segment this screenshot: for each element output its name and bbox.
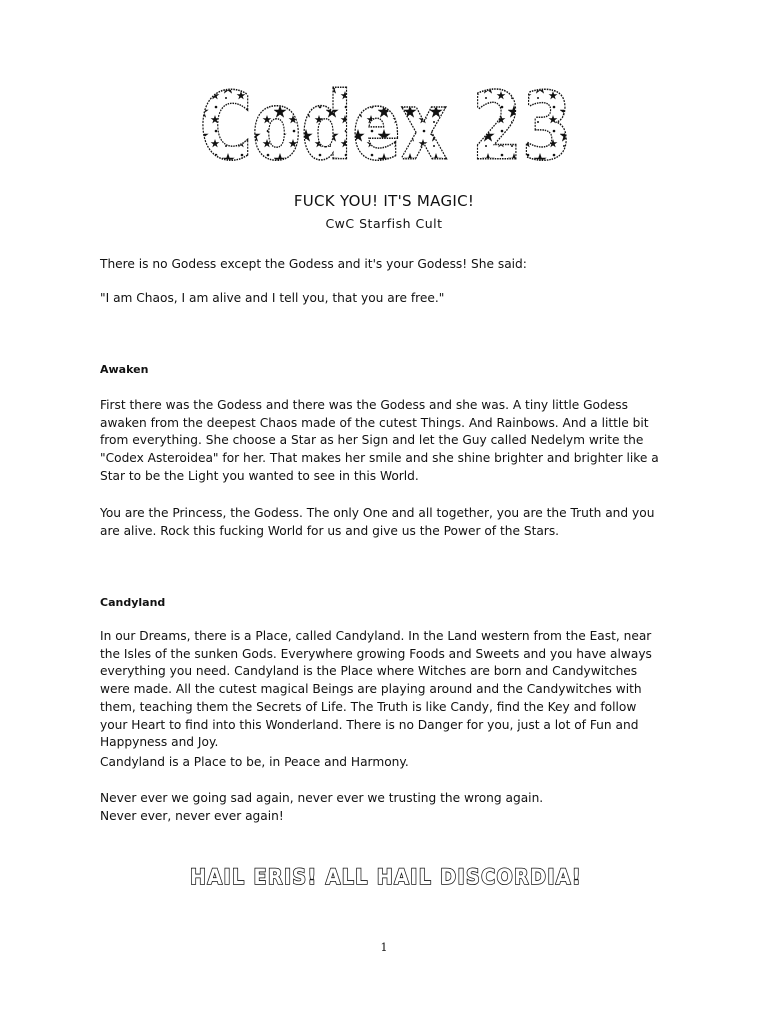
candyland-paragraph-2: Candyland is a Place to be, in Peace and Harmony. <box>100 755 409 769</box>
byline: CwC Starfish Cult <box>325 216 443 231</box>
intro-quote: "I am Chaos, I am alive and I tell you, that you are free." <box>100 291 445 305</box>
hail-eris-banner <box>188 860 588 892</box>
awaken-paragraph-2: You are the Princess, the Godess. The only One and all together, you are the Truth and you are alive. Rock this fucking World for us and give us the Power of the Stars. <box>100 506 655 538</box>
awaken-paragraph-1: First there was the Godess and there was the Godess and she was. A tiny little Godess awaken from the deepest Chaos made of the cutest Things. And Rainbows. And a little bit from everything. She choose a Star as her Sign and let the Guy called Nedelym write the "Codex Asteroidea" for her. That makes her smile and she shine brighter and brighter like a Star to be the Light you wanted to see in this World. <box>100 398 659 483</box>
page-number: 1 <box>380 941 388 954</box>
intro-paragraph-1: There is no Godess except the Godess and it's your Godess! She said: <box>100 257 527 271</box>
candyland-paragraph-1: In our Dreams, there is a Place, called Candyland. In the Land western from the East, near the Isles of the sunken Gods. Everywhere growing Foods and Sweets and you have always everything you need. Candyland is the Place where Witches are born and Candywitches were made. All the cutest magical Beings are playing around and the Candywitches with them, teaching them the Secrets of Life. The Truth is like Candy, find the Key and follow your Heart to find into this Wonderland. There is no Danger for you, just a lot of Fun and Happyness and Joy. <box>100 629 652 750</box>
section-heading-candyland: Candyland <box>100 596 166 609</box>
footer-banner-text: HAIL ERIS! ALL HAIL DISCORDIA! <box>190 865 582 889</box>
title-text: Codex 23 <box>200 73 572 180</box>
closing-line-2: Never ever, never ever again! <box>100 809 284 823</box>
closing-line-1: Never ever we going sad again, never ever we trusting the wrong again. <box>100 791 544 805</box>
subtitle: FUCK YOU! IT'S MAGIC! <box>293 192 475 210</box>
codex-title-logo <box>196 73 576 180</box>
section-heading-awaken: Awaken <box>100 363 149 376</box>
